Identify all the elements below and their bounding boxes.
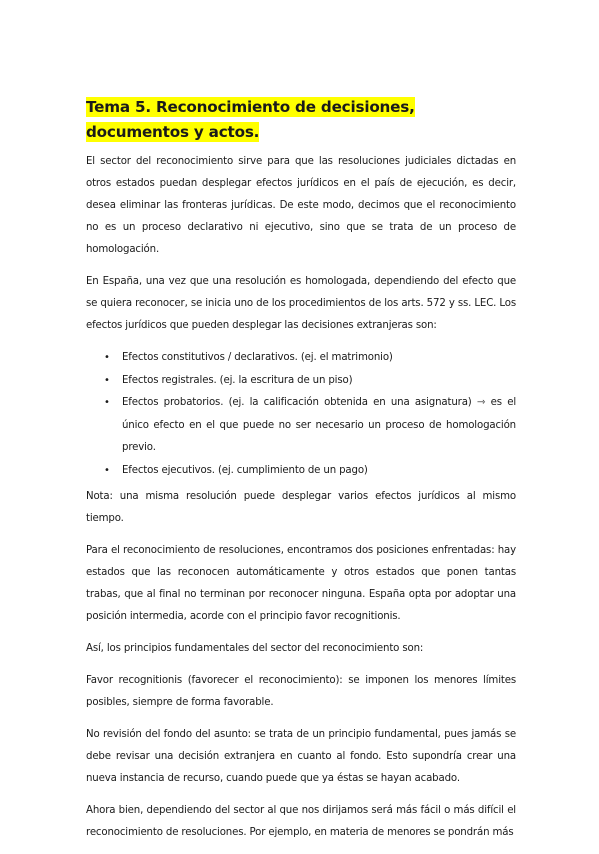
bullet-icon: • — [104, 352, 110, 363]
list-item-text: Efectos registrales. (ej. la escritura de un piso) — [122, 374, 353, 386]
paragraph-favor-recognitionis: Favor recognitionis (favorecer el reconocimiento): se imponen los menores límites posibles, siempre de forma favorable. — [86, 675, 516, 708]
paragraph-note: Nota: una misma resolución puede desplegar varios efectos jurídicos al mismo tiempo. — [86, 491, 516, 524]
list-item — [104, 347, 516, 370]
paragraph-no-revision: No revisión del fondo del asunto: se trata de un principio fundamental, pues jamás se debe revisar una decisión extranjera en cuanto al fondo. Esto supondría crear una nueva instancia de recurso, cuando puede que ya éstas se hayan acabado. — [86, 729, 516, 784]
list-item — [104, 370, 516, 393]
title-highlight: Tema 5. Reconocimiento de decisiones, documentos y actos. — [86, 98, 415, 141]
list-item-text: Efectos probatorios. (ej. la calificación obtenida en una asignatura) ⇾ es el único efecto en el que puede no ser necesario un proceso de homologación previo. — [122, 397, 516, 453]
list-item — [104, 460, 516, 483]
list-item — [104, 392, 516, 460]
effects-list — [86, 347, 516, 482]
paragraph-ahora-bien: Ahora bien, dependiendo del sector al que nos dirijamos será más fácil o más difícil el reconocimiento de resoluciones. Por ejemplo, en materia de menores se pondrán más — [86, 805, 516, 838]
paragraph-intro: El sector del reconocimiento sirve para que las resoluciones judiciales dictadas en otros estados puedan desplegar efectos jurídicos en el país de ejecución, es decir, desea eliminar las fronteras jurídicas. De este modo, decimos que el reconocimiento no es un proceso declarativo ni ejecutivo, sino que se trata de un proceso de homologación. — [86, 156, 516, 255]
bullet-icon: • — [104, 464, 110, 476]
list-item-text: Efectos ejecutivos. (ej. cumplimiento de un pago) — [122, 464, 368, 476]
bullet-icon: • — [104, 397, 110, 408]
section-title — [86, 95, 516, 145]
bullet-icon: • — [104, 374, 110, 386]
paragraph-principles-intro: Así, los principios fundamentales del sector del reconocimiento son: — [86, 643, 424, 654]
paragraph-spain: En España, una vez que una resolución es homologada, dependiendo del efecto que se quiera reconocer, se inicia uno de los procedimientos de los arts. 572 y ss. LEC. Los efectos jurídicos que pueden desplegar las decisiones extranjeras son: — [86, 276, 516, 331]
document-body — [86, 95, 516, 854]
list-item-text: Efectos constitutivos / declarativos. (ej. el matrimonio) — [122, 352, 393, 363]
paragraph-positions: Para el reconocimiento de resoluciones, encontramos dos posiciones enfrentadas: hay estados que las reconocen automáticamente y otros estados que ponen tantas trabas, que al final no terminan por reconocer ninguna. España opta por adoptar una posición intermedia, acorde con el principio favor recognitionis. — [86, 545, 516, 622]
